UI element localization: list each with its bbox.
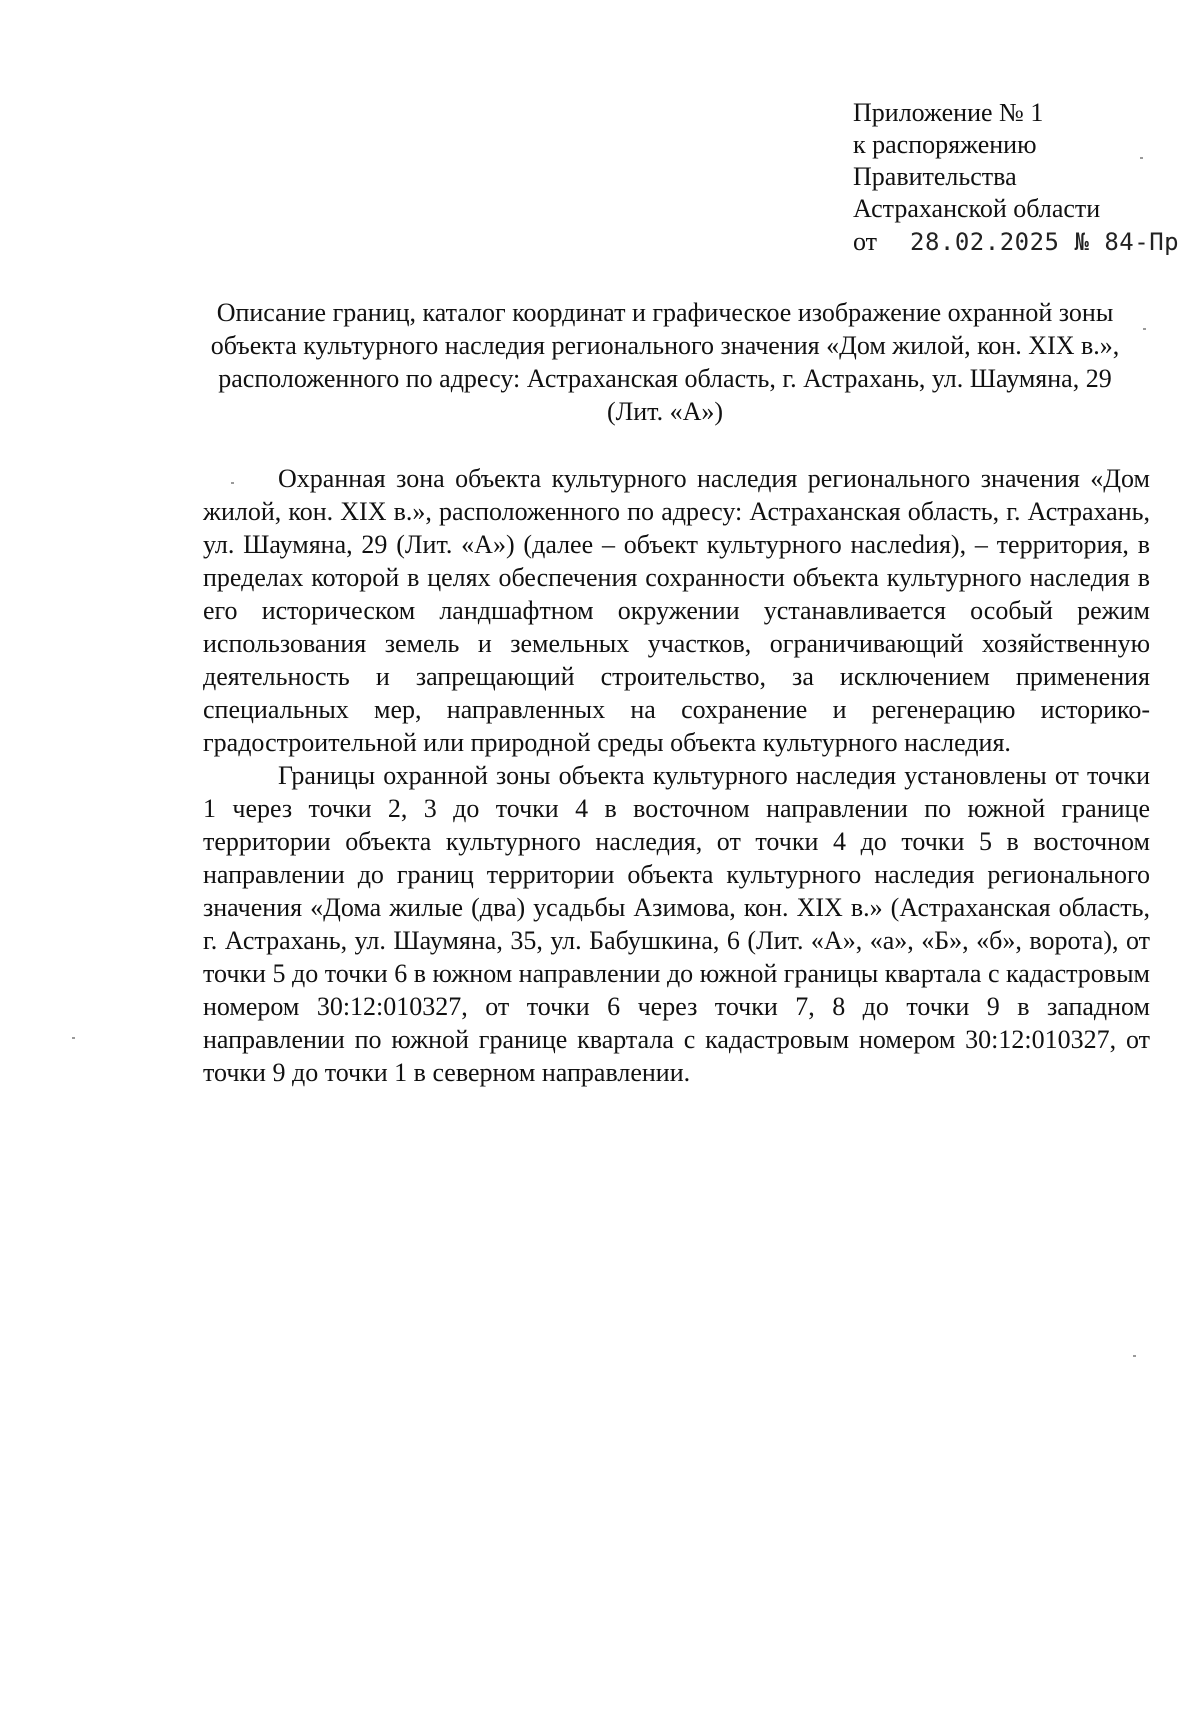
scan-speck [1133, 1355, 1136, 1357]
paragraph-zone-boundaries: Границы охранной зоны объекта культурного наследия установлены от точки 1 через точки 2, 3 до точки 4 в восточном направлении по южной границе территории объекта культурного наследия, от точки 4 до точки 5 в восточном направлении до границ территории объекта культурного наследия регионального значения «Дома жилые (два) усадьбы Азимова, кон. XIX в.» (Астраханская область, г. Астрахань, ул. Шаумяна, 35, ул. Бабушкина, 6 (Лит. «А», «а», «Б», «б», ворота), от точки 5 до точки 6 в южном направлении до южной границы квартала с кадастровым номером 30:12:010327, от точки 6 через точки 7, 8 до точки 9 в западном направлении по южной границе квартала с кадастровым номером 30:12:010327, от точки 9 до точки 1 в северном направлении. [203, 761, 1150, 1087]
date-number-stamp: 28.02.2025 № 84-Пр [910, 228, 1180, 256]
scan-speck [1140, 157, 1143, 159]
document-title: Описание границ, каталог координат и графическое изображение охранной зоны объекта культурного наследия регионального значения «Дом жилой, кон. XIX в.», расположенного по адресу: Астраханская область, г. Астрахань, ул. Шаумяна, 29 (Лит. «А») [210, 298, 1120, 426]
date-prefix: от [853, 227, 878, 256]
appendix-date-line [853, 226, 1180, 258]
scan-speck [72, 1037, 75, 1039]
appendix-region: Астраханской области [853, 194, 1101, 223]
appendix-order-ref: к распоряжению [853, 130, 1037, 159]
appendix-government: Правительства [853, 162, 1017, 191]
appendix-number: Приложение № 1 [853, 98, 1044, 127]
appendix-header [853, 97, 1180, 258]
document-body [203, 462, 1150, 1089]
paragraph-protection-zone: Охранная зона объекта культурного наследия регионального значения «Дом жилой, кон. XIX в.», расположенного по адресу: Астраханская область, г. Астрахань, ул. Шаумяна, 29 (Лит. «А») (далее – объект культурного наслеdия), – территория, в пределах которой в целях обеспечения сохранности объекта культурного наследия в его историческом ландшафтном окружении устанавливается особый режим использования земель и земельных участков, ограничивающий хозяйственную деятельность и запрещающий строительство, за исключением применения специальных мер, направленных на сохранение и регенерацию историко-градостроительной или природной среды объекта культурного наследия. [203, 464, 1150, 757]
scan-speck [1143, 328, 1146, 330]
scan-speck [231, 482, 234, 484]
